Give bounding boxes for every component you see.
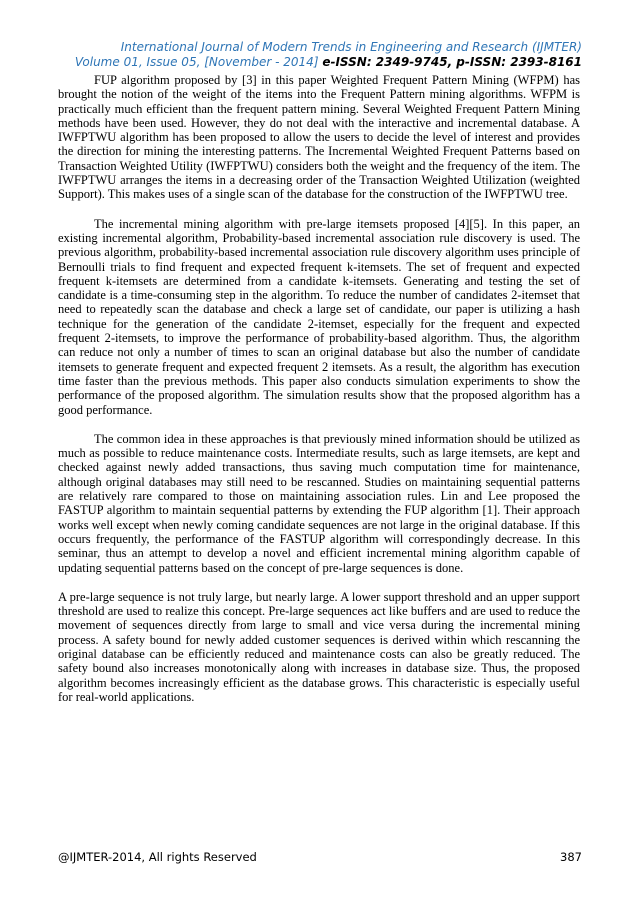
- paragraph-3: The common idea in these approaches is that previously mined information should be utilized as much as possible to reduce maintenance costs. Intermediate results, such as large itemsets, are kept and checked against newly added transactions, thus saving much computation time for maintenance, although original databases may still need to be rescanned. Studies on maintaining sequential patterns are relatively rare compared to those on maintaining association rules. Lin and Lee proposed the FASTUP algorithm to maintain sequential patterns by extending the FUP algorithm [1]. Their approach works well except when newly coming candidate sequences are not large in the original database. If this occurs frequently, the performance of the FASTUP algorithm will correspondingly decrease. In this seminar, thus an attempt to develop a novel and efficient incremental mining algorithm capable of updating sequential patterns based on the concept of pre-large sequences is done.: [58, 431, 580, 575]
- footer-copyright: @IJMTER-2014, All rights Reserved: [58, 850, 257, 864]
- paragraph-4: A pre-large sequence is not truly large, but nearly large. A lower support threshold and an upper support threshold are used to realize this concept. Pre-large sequences act like buffers and are used to reduce the movement of sequences directly from large to small and vice versa during the incremental mining process. A safety bound for newly added customer sequences is derived within which rescanning the original database can be efficiently reduced and maintenance costs can also be greatly reduced. The safety bound also increases monotonically along with increases in database size. Thus, the proposed algorithm becomes increasingly efficient as the database grows. This characteristic is especially useful for real-world applications.: [58, 589, 580, 704]
- paragraph-1: FUP algorithm proposed by [3] in this paper Weighted Frequent Pattern Mining (WFPM) has brought the notion of the weight of the items into the Frequent Pattern mining algorithms. WFPM is practically much efficient than the frequent pattern mining. Several Weighted Frequent Pattern Mining methods have been used. However, they do not deal with the interactive and incremental database. A IWFPTWU algorithm has been proposed to allow the users to decide the level of interest and provides the direction for mining the interesting patterns. The Incremental Weighted Frequent Patterns based on Transaction Weighted Utility (IWFPTWU) considers both the weight and the frequency of the item. The IWFPTWU arranges the items in a decreasing order of the Transaction Weighted Utilization (weighted Support). This makes uses of a single scan of the database for the construction of the IWFPTWU tree.: [58, 73, 580, 202]
- page-footer: [58, 850, 582, 864]
- journal-header: [75, 40, 582, 70]
- journal-issue-line: [75, 55, 582, 70]
- page-number: 387: [560, 850, 582, 864]
- article-body: [58, 73, 580, 719]
- journal-issn: e-ISSN: 2349-9745, p-ISSN: 2393-8161: [322, 55, 582, 69]
- paragraph-2: The incremental mining algorithm with pre-large itemsets proposed [4][5]. In this paper, an existing incremental algorithm, Probability-based incremental association rule discovery is used. The previous algorithm, probability-based incremental association rule discovery algorithm uses principle of Bernoulli trials to find frequent and expected frequent k-itemsets. The set of frequent and expected frequent k-itemsets are determined from a candidate k-itemsets. Generating and testing the set of candidate is a time-consuming step in the algorithm. To reduce the number of candidates 2-itemset that need to repeatedly scan the database and check a large set of candidate, our paper is utilizing a hash technique for the generation of the candidate 2-itemset, especially for the frequent and expected frequent 2-itemsets, to improve the performance of probability-based algorithm. Thus, the algorithm can reduce not only a number of times to scan an original database but also the number of candidate itemsets to generate frequent and expected frequent 2 itemsets. As a result, the algorithm has execution time faster than the previous methods. This paper also conducts simulation experiments to show the performance of the proposed algorithm. The simulation results show that the proposed algorithm has a good performance.: [58, 216, 580, 417]
- journal-volume: Volume 01, Issue 05, [November - 2014]: [74, 55, 319, 69]
- journal-title: International Journal of Modern Trends in Engineering and Research (IJMTER): [120, 40, 582, 54]
